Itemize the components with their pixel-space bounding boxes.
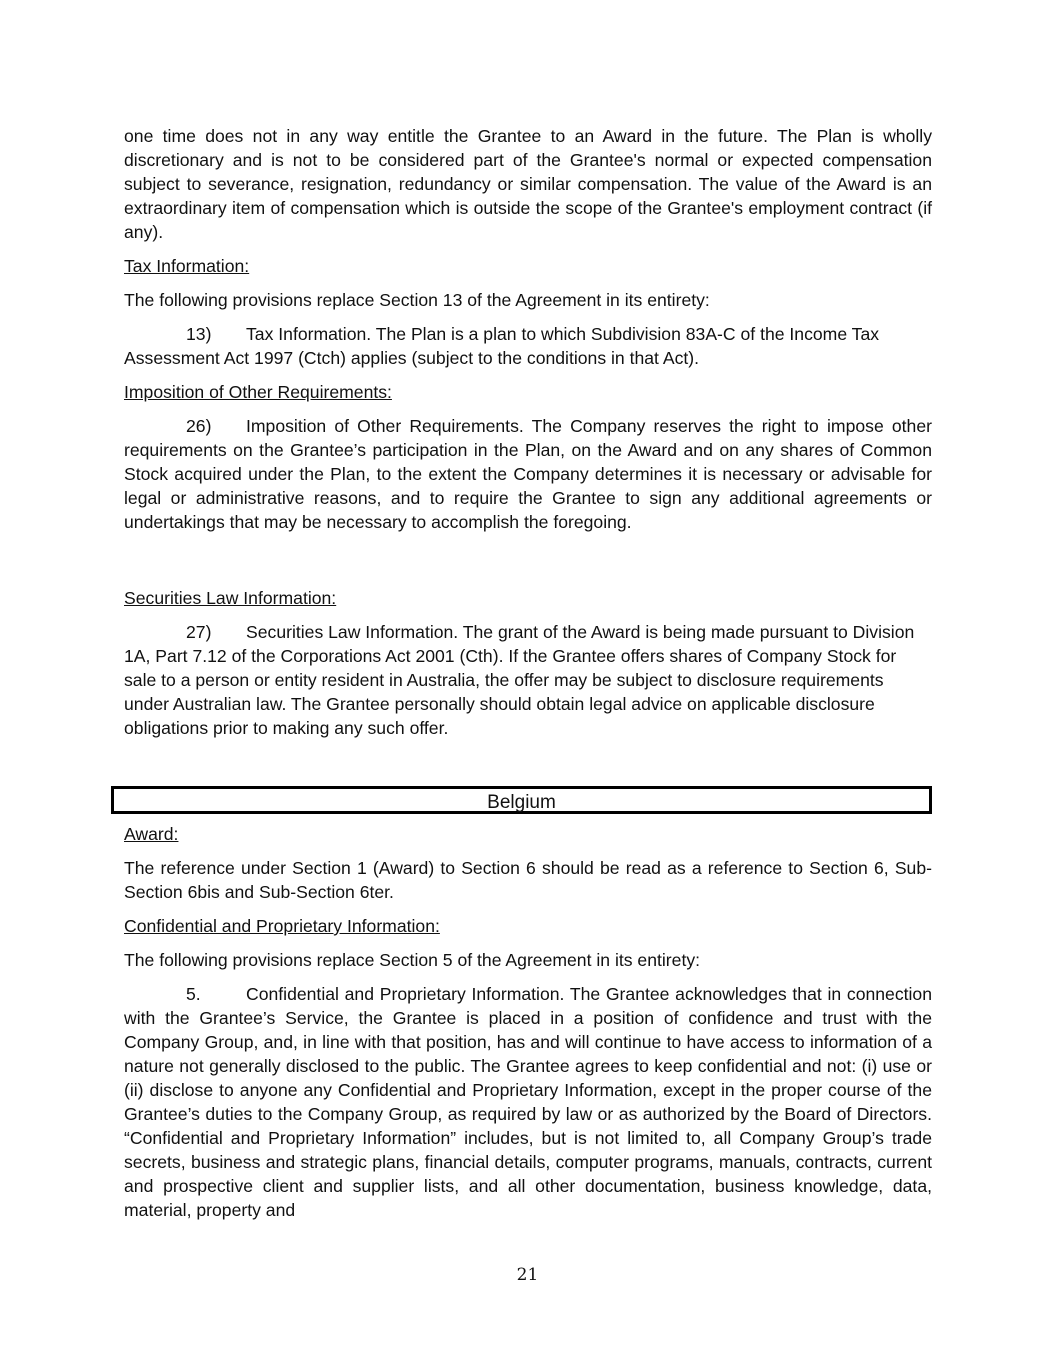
document-page	[124, 124, 932, 1222]
award-heading: Award:	[124, 824, 179, 844]
confidential-lead: The following provisions replace Section 5 of the Agreement in its entirety:	[124, 950, 701, 970]
clause-text: Tax Information. The Plan is a plan to which Subdivision 83A-C of the Income Tax Assessment Act 1997 (Ctch) applies (subject to the conditions in that Act).	[124, 324, 880, 368]
confidential-clause	[124, 982, 932, 1222]
imposition-clause	[124, 414, 932, 534]
spacer	[124, 534, 932, 576]
imposition-heading: Imposition of Other Requirements:	[124, 382, 392, 402]
clause-text: Confidential and Proprietary Information. The Grantee acknowledges that in connection with the Grantee’s Service, the Grantee is placed in a position of confidence and trust with the Company Group, and, in line with that position, has and will continue to have access to information of a nature not generally disclosed to the public. The Grantee agrees to keep confidential and not: (i) use or (ii) disclose to anyone any Confidential and Proprietary Information, except in the proper course of the Grantee’s duties to the Company Group, as required by law or as authorized by the Board of Directors. “Confidential and Proprietary Information” includes, but is not limited to, all Company Group’s trade secrets, business and strategic plans, financial details, computer programs, manuals, contracts, current and prospective client and supplier lists, and all other documentation, business knowledge, data, material, property and	[124, 984, 932, 1220]
intro-paragraph: one time does not in any way entitle the Grantee to an Award in the future. The Plan is wholly discretionary and is not to be considered part of the Grantee's normal or expected compensation subject to severance, resignation, redundancy or similar compensation. The value of the Award is an extraordinary item of compensation which is outside the scope of the Grantee's employment contract (if any).	[124, 126, 932, 242]
page-number: 21	[516, 1265, 539, 1285]
clause-number: 13)	[186, 324, 212, 344]
clause-number: 27)	[186, 622, 212, 642]
award-paragraph: The reference under Section 1 (Award) to Section 6 should be read as a reference to Section 6, Sub-Section 6bis and Sub-Section 6ter.	[124, 858, 932, 902]
tax-information-heading: Tax Information:	[124, 256, 250, 276]
spacer	[124, 740, 932, 786]
clause-number: 5.	[186, 984, 201, 1004]
confidential-heading: Confidential and Proprietary Information:	[124, 916, 440, 936]
clause-text: Securities Law Information. The grant of the Award is being made pursuant to Division 1A, Part 7.12 of the Corporations Act 2001 (Cth). If the Grantee offers shares of Company Stock for sale to a person or entity resident in Australia, the offer may be subject to disclosure requirements under Australian law. The Grantee personally should obtain legal advice on applicable disclosure obligations prior to making any such offer.	[124, 622, 915, 738]
clause-number: 26)	[186, 416, 212, 436]
clause-text: Imposition of Other Requirements. The Company reserves the right to impose other requirements on the Grantee’s participation in the Plan, on the Award and on any shares of Common Stock acquired under the Plan, to the extent the Company determines it is necessary or advisable for legal or administrative reasons, and to require the Grantee to sign any additional agreements or undertakings that may be necessary to accomplish the foregoing.	[124, 416, 932, 532]
securities-law-heading: Securities Law Information:	[124, 588, 337, 608]
securities-law-clause	[124, 620, 932, 740]
country-section-header: Belgium	[111, 786, 932, 814]
tax-information-clause	[124, 322, 932, 370]
tax-information-lead: The following provisions replace Section 13 of the Agreement in its entirety:	[124, 290, 710, 310]
